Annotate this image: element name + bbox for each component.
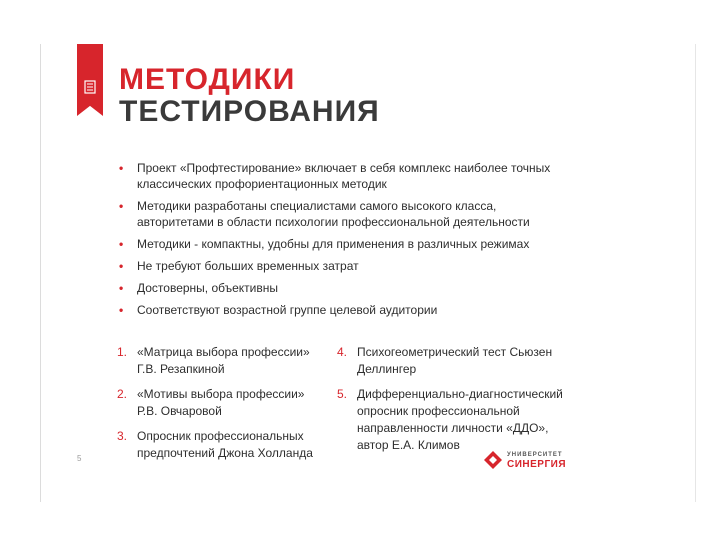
method-item: [115, 428, 325, 462]
method-number: 1.: [117, 345, 128, 359]
bullet-marker: •: [119, 199, 124, 213]
list-item-text: Не требуют больших временных затрат: [137, 259, 359, 273]
method-name: Опросник профессиональных предпочтений Джона Холланда: [137, 429, 313, 460]
method-item: [115, 386, 325, 420]
method-number: 3.: [117, 429, 128, 443]
title-line-2: ТЕСТИРОВАНИЯ: [119, 95, 380, 128]
list-item-text: Методики разработаны специалистами самого высокого класса, авторитетами в области психологии профессиональной деятельности: [137, 199, 530, 229]
bullet-marker: •: [119, 281, 124, 295]
list-item: [115, 236, 575, 252]
list-item-text: Соответствуют возрастной группе целевой аудитории: [137, 303, 438, 317]
list-item-text: Проект «Профтестирование» включает в себя комплекс наиболее точных классических профориентационных методик: [137, 161, 551, 191]
title-line-1: МЕТОДИКИ: [119, 63, 296, 96]
list-item: [115, 280, 575, 296]
synergy-logo: [483, 450, 566, 470]
page-number: 5: [77, 454, 82, 463]
methods-list-left: [115, 344, 325, 470]
slide: [40, 44, 696, 502]
method-number: 5.: [337, 387, 348, 401]
method-author: Г.В. Резапкиной: [137, 362, 225, 376]
method-author: автор Е.А. Климов: [357, 438, 460, 452]
features-list: [115, 160, 575, 324]
bullet-marker: •: [119, 303, 124, 317]
method-name: Дифференциально-диагностический опросник профессиональной направленности личности «ДДО»,: [357, 387, 563, 435]
logo-subtitle: УНИВЕРСИТЕТ: [507, 452, 563, 458]
list-item: [115, 302, 575, 318]
page-title: [119, 64, 380, 128]
bullet-marker: •: [119, 259, 124, 273]
method-number: 2.: [117, 387, 128, 401]
list-item: [115, 198, 575, 230]
methods-list-right: [335, 344, 565, 462]
method-name: Психогеометрический тест Сьюзен Деллингер: [357, 345, 553, 376]
method-item: [115, 344, 325, 378]
bullet-marker: •: [119, 237, 124, 251]
method-author: Р.В. Овчаровой: [137, 404, 222, 418]
bookmark-ribbon: [77, 44, 103, 116]
method-item: [335, 386, 565, 454]
synergy-logo-icon: [483, 450, 503, 470]
list-item-text: Достоверны, объективны: [137, 281, 279, 295]
list-item: [115, 258, 575, 274]
bullet-marker: •: [119, 161, 124, 175]
logo-name: СИНЕРГИЯ: [507, 459, 567, 470]
method-item: [335, 344, 565, 378]
method-name: «Мотивы выбора профессии»: [137, 387, 305, 401]
list-item: [115, 160, 575, 192]
document-icon: [83, 80, 97, 94]
list-item-text: Методики - компактны, удобны для применения в различных режимах: [137, 237, 530, 251]
method-number: 4.: [337, 345, 348, 359]
method-name: «Матрица выбора профессии»: [137, 345, 310, 359]
